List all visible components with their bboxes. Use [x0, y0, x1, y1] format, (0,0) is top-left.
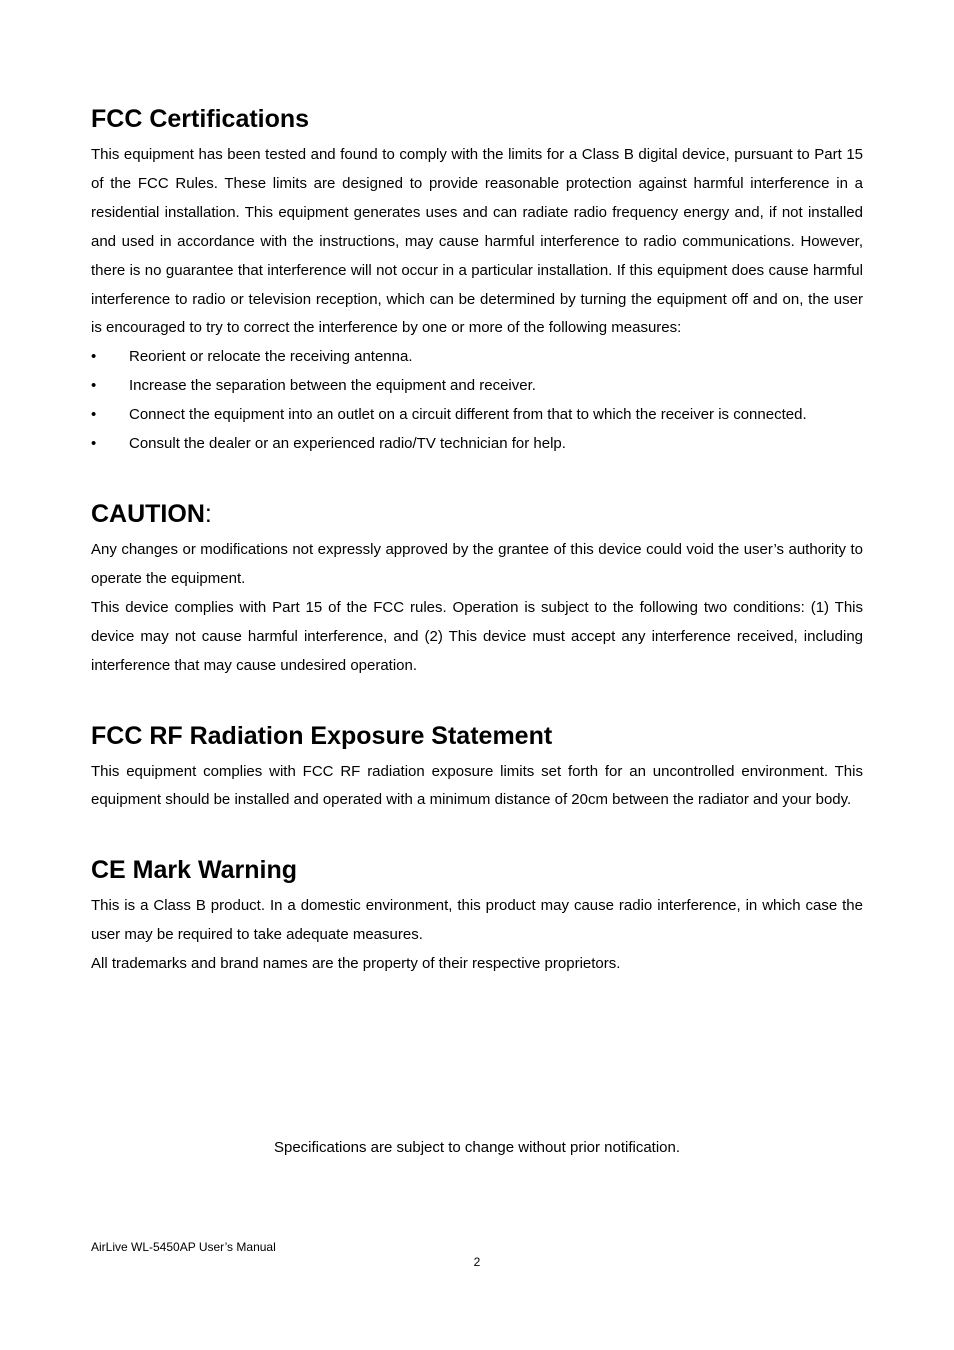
list-item: • Increase the separation between the equipment and receiver.: [91, 372, 863, 401]
rf-exposure-section: [91, 718, 863, 816]
rf-exposure-heading: FCC RF Radiation Exposure Statement: [91, 721, 553, 750]
bullet-icon: •: [91, 435, 97, 453]
bullet-icon: •: [91, 377, 97, 395]
fcc-certifications-section: [91, 101, 863, 459]
ce-mark-heading: CE Mark Warning: [91, 856, 298, 885]
fcc-measures-list: [91, 343, 863, 459]
fcc-certifications-heading: FCC Certifications: [91, 105, 310, 133]
rf-exposure-paragraph: This equipment complies with FCC RF radiation exposure limits set forth for an uncontrolled environment. This equipment should be installed and operated with a minimum distance of 20cm between the radiator and your body.: [91, 762, 863, 809]
list-item: • Connect the equipment into an outlet on a circuit different from that to which the receiver is connected.: [91, 401, 863, 430]
list-item: • Reorient or relocate the receiving antenna.: [91, 343, 863, 372]
trademark-paragraph: All trademarks and brand names are the property of their respective proprietors.: [91, 955, 621, 973]
list-item: • Consult the dealer or an experienced radio/TV technician for help.: [91, 430, 863, 459]
bullet-icon: •: [91, 348, 97, 366]
caution-paragraph: Any changes or modifications not expressly approved by the grantee of this device could void the user’s authority to operate the equipment.: [91, 540, 863, 587]
caution-heading: CAUTION:: [91, 499, 212, 528]
specifications-notice: Specifications are subject to change without prior notification.: [273, 1139, 681, 1156]
bullet-icon: •: [91, 406, 97, 424]
caution-paragraph: This device complies with Part 15 of the FCC rules. Operation is subject to the following two conditions: (1) This device may not cause harmful interference, and (2) This device must accept any interference received, including interference that may cause undesired operation.: [91, 598, 863, 674]
footer-manual-title: AirLive WL-5450AP User’s Manual: [91, 1240, 276, 1254]
page-number: 2: [473, 1255, 481, 1269]
ce-mark-section: [91, 852, 863, 979]
document-page: [91, 101, 863, 1016]
ce-mark-paragraph: This is a Class B product. In a domestic environment, this product may cause radio interference, in which case the user may be required to take adequate measures.: [91, 897, 863, 944]
fcc-certifications-paragraph: This equipment has been tested and found to comply with the limits for a Class B digital device, pursuant to Part 15 of the FCC Rules. These limits are designed to provide reasonable protection against harmful interference in a residential installation. This equipment generates uses and can radiate radio frequency energy and, if not installed and used in accordance with the instructions, may cause harmful interference to radio communications. However, there is no guarantee that interference will not occur in a particular installation. If this equipment does cause harmful interference to radio or television reception, which can be determined by turning the equipment off and on, the user is encouraged to try to correct the interference by one or more of the following measures:: [91, 146, 863, 337]
caution-section: [91, 496, 863, 681]
